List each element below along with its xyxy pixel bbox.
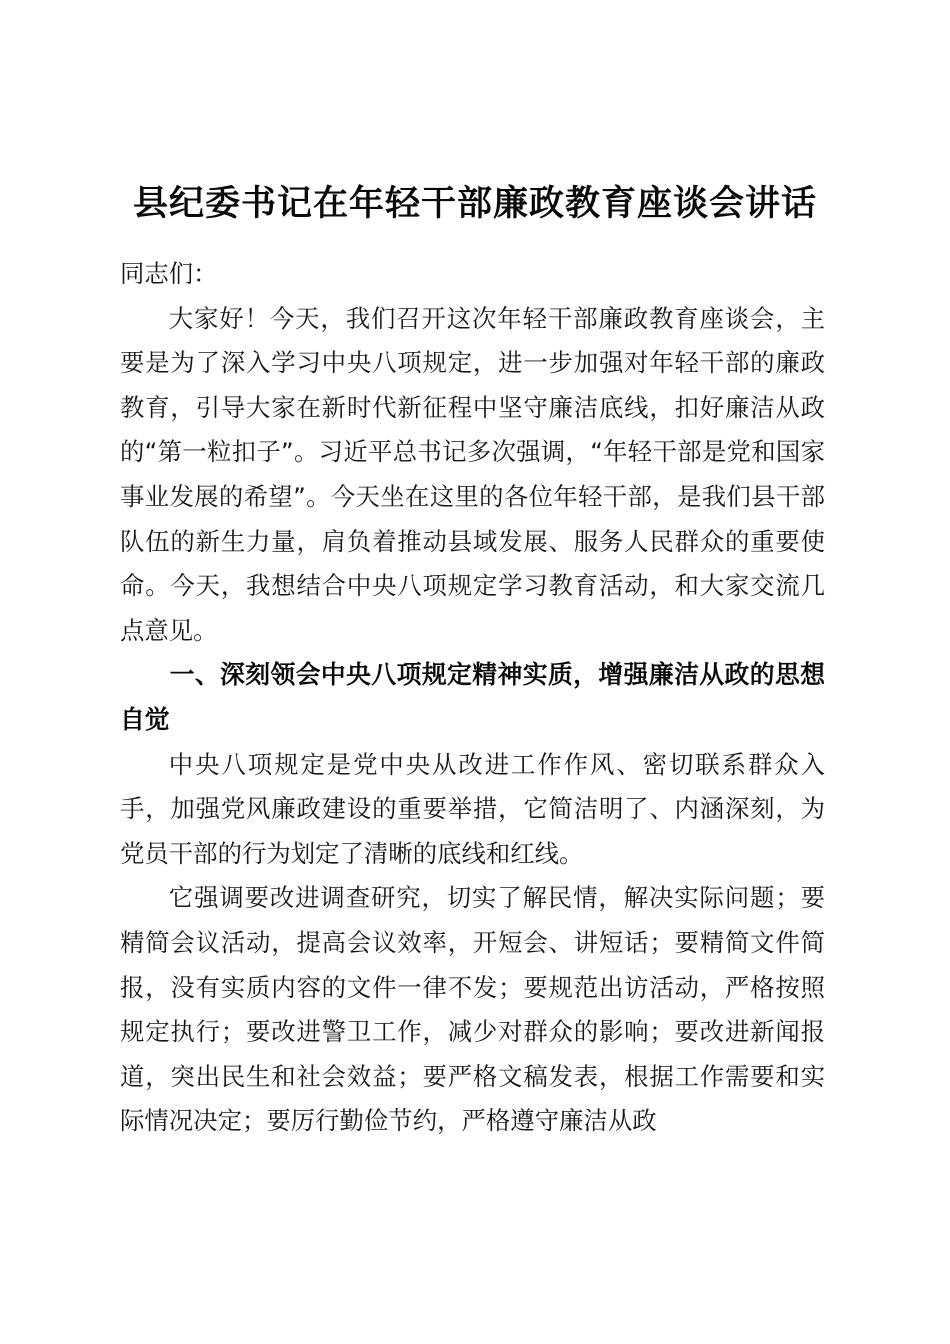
- section-1-paragraph-2: 它强调要改进调查研究，切实了解民情，解决实际问题；要精简会议活动，提高会议效率，开短会、讲短话；要精简文件简报，没有实质内容的文件一律不发；要规范出访活动，严格按照规定执行；要改进警卫工作，减少对群众的影响；要改进新闻报道，突出民生和社会效益；要严格文稿发表，根据工作需要和实际情况决定；要厉行勤俭节约，严格遵守廉洁从政: [120, 883, 825, 1136]
- document-title: 县纪委书记在年轻干部廉政教育座谈会讲话: [132, 183, 817, 224]
- opening-paragraph: 大家好！今天，我们召开这次年轻干部廉政教育座谈会，主要是为了深入学习中央八项规定，进一步加强对年轻干部的廉政教育，引导大家在新时代新征程中坚守廉洁底线，扣好廉洁从政的“第一粒扣子”。习近平总书记多次强调，“年轻干部是党和国家事业发展的希望”。今天坐在这里的各位年轻干部，是我们县干部队伍的新生力量，肩负着推动县域发展、服务人民群众的重要使命。今天，我想结合中央八项规定学习教育活动，和大家交流几点意见。: [120, 303, 825, 645]
- section-1-paragraph-1: 中央八项规定是党中央从改进工作作风、密切联系群众入手，加强党风廉政建设的重要举措，它简洁明了、内涵深刻，为党员干部的行为划定了清晰的底线和红线。: [120, 749, 825, 868]
- section-heading-1: 一、深刻领会中央八项规定精神实质，增强廉洁从政的思想自觉: [120, 660, 825, 734]
- document-body: [120, 252, 825, 1144]
- salutation: 同志们：: [120, 259, 218, 288]
